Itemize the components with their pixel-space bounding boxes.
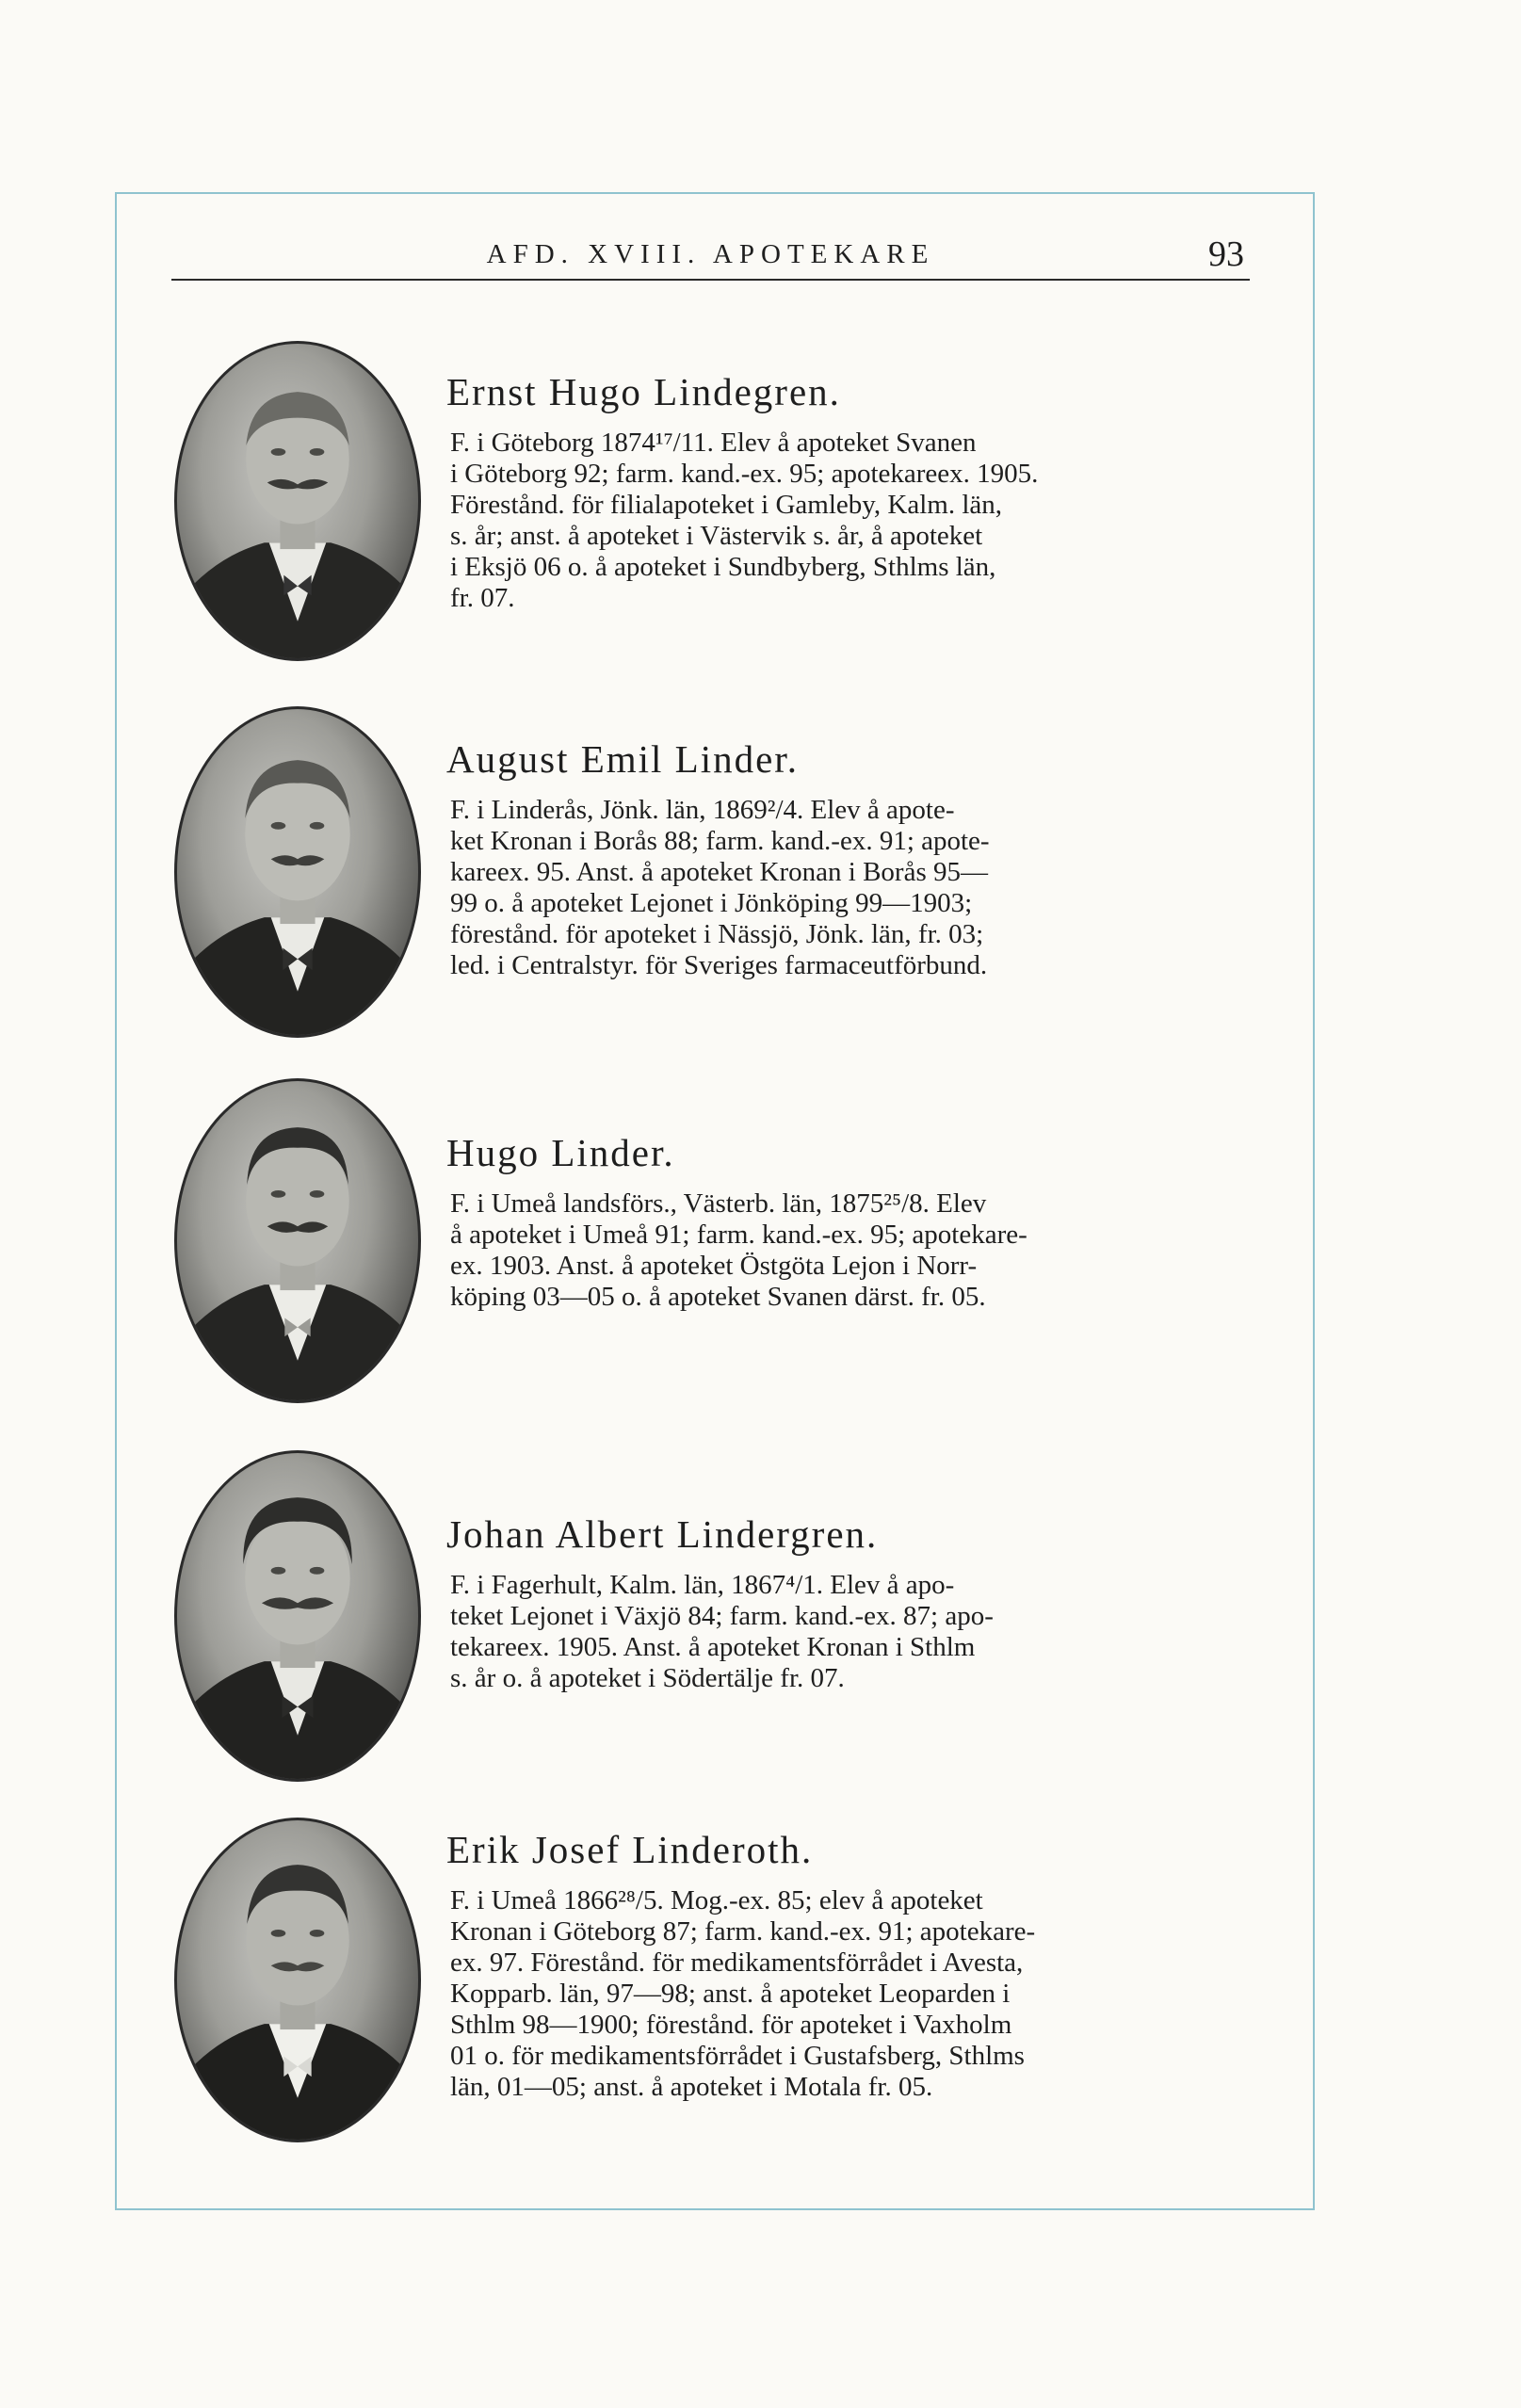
entry-name: Ernst Hugo Lindegren. — [446, 370, 841, 413]
bio-line: köping 03—05 o. å apoteket Svanen därst. fr. 05. — [450, 1282, 986, 1312]
portrait-photo — [174, 1078, 421, 1403]
entry-text — [446, 369, 1252, 614]
portrait-figure — [177, 1453, 418, 1779]
page-header — [171, 232, 1250, 281]
portrait-figure — [177, 1820, 418, 2140]
entry-name: Erik Josef Linderoth. — [446, 1828, 814, 1871]
bio-line: å apoteket i Umeå 91; farm. kand.-ex. 95; apotekare- — [450, 1220, 1027, 1250]
bio-line: F. i Linderås, Jönk. län, 1869²/4. Elev å apote- — [450, 795, 955, 825]
bio-line: F. i Umeå 1866²⁸/5. Mog.-ex. 85; elev å apoteket — [450, 1885, 983, 1915]
bio-line: kareex. 95. Anst. å apoteket Kronan i Borås 95— — [450, 857, 988, 887]
bio-line: län, 01—05; anst. å apoteket i Motala fr. 05. — [450, 2072, 933, 2102]
bio-line: 01 o. för medikamentsförrådet i Gustafsberg, Sthlms — [450, 2041, 1025, 2071]
entry-text — [446, 1511, 1252, 1694]
bio-line: i Göteborg 92; farm. kand.-ex. 95; apotekareex. 1905. — [450, 459, 1039, 489]
entry-name: Hugo Linder. — [446, 1131, 675, 1174]
bio-line: teket Lejonet i Växjö 84; farm. kand.-ex. 87; apo- — [450, 1601, 994, 1631]
entry-hugo-linder — [174, 1069, 1257, 1408]
portrait-photo — [174, 1818, 421, 2142]
bio-line: Sthlm 98—1900; förestånd. för apoteket i Vaxholm — [450, 2010, 1012, 2040]
entry-bio — [446, 1885, 1252, 2103]
portrait-figure — [177, 344, 418, 658]
entry-bio — [446, 795, 1252, 981]
portrait-photo — [174, 706, 421, 1038]
page-number: 93 — [1208, 234, 1244, 274]
portrait-figure — [177, 709, 418, 1035]
bio-line: förestånd. för apoteket i Nässjö, Jönk. län, fr. 03; — [450, 919, 984, 949]
portrait-figure — [177, 1081, 418, 1400]
section-title: AFD. XVIII. APOTEKARE — [486, 239, 935, 269]
entry-bio — [446, 1570, 1252, 1694]
bio-line: Förestånd. för filialapoteket i Gamleby, Kalm. län, — [450, 490, 1003, 520]
entry-bio — [446, 1188, 1252, 1313]
bio-line: s. år o. å apoteket i Södertälje fr. 07. — [450, 1663, 845, 1693]
bio-line: Kopparb. län, 97—98; anst. å apoteket Leoparden i — [450, 1979, 1011, 2009]
bio-line: F. i Göteborg 1874¹⁷/11. Elev å apoteket Svanen — [450, 428, 977, 458]
bio-line: ket Kronan i Borås 88; farm. kand.-ex. 91; apote- — [450, 826, 990, 856]
bio-line: 99 o. å apoteket Lejonet i Jönköping 99—1903; — [450, 888, 973, 918]
entry-bio — [446, 428, 1252, 614]
entry-ernst-hugo-lindegren — [174, 331, 1257, 671]
bio-line: Kronan i Göteborg 87; farm. kand.-ex. 91; apotekare- — [450, 1916, 1036, 1947]
entry-text — [446, 736, 1252, 981]
entry-johan-albert-lindergren — [174, 1441, 1257, 1789]
bio-line: ex. 97. Förestånd. för medikamentsförrådet i Avesta, — [450, 1947, 1024, 1978]
bio-line: tekareex. 1905. Anst. å apoteket Kronan i Sthlm — [450, 1632, 976, 1662]
portrait-photo — [174, 1450, 421, 1782]
entry-name: Johan Albert Lindergren. — [446, 1512, 879, 1556]
entry-erik-josef-linderoth — [174, 1808, 1257, 2147]
bio-line: s. år; anst. å apoteket i Västervik s. år, å apoteket — [450, 521, 983, 551]
entry-name: August Emil Linder. — [446, 737, 799, 781]
portrait-photo — [174, 341, 421, 661]
bio-line: F. i Fagerhult, Kalm. län, 1867⁴/1. Elev å apo- — [450, 1570, 955, 1600]
entry-text — [446, 1827, 1252, 2103]
bio-line: fr. 07. — [450, 583, 515, 613]
bio-line: ex. 1903. Anst. å apoteket Östgöta Lejon i Norr- — [450, 1251, 978, 1281]
bio-line: i Eksjö 06 o. å apoteket i Sundbyberg, Sthlms län, — [450, 552, 996, 582]
bio-line: led. i Centralstyr. för Sveriges farmaceutförbund. — [450, 950, 988, 980]
bio-line: F. i Umeå landsförs., Västerb. län, 1875²⁵/8. Elev — [450, 1188, 987, 1219]
entry-august-emil-linder — [174, 697, 1257, 1045]
entry-text — [446, 1130, 1252, 1313]
